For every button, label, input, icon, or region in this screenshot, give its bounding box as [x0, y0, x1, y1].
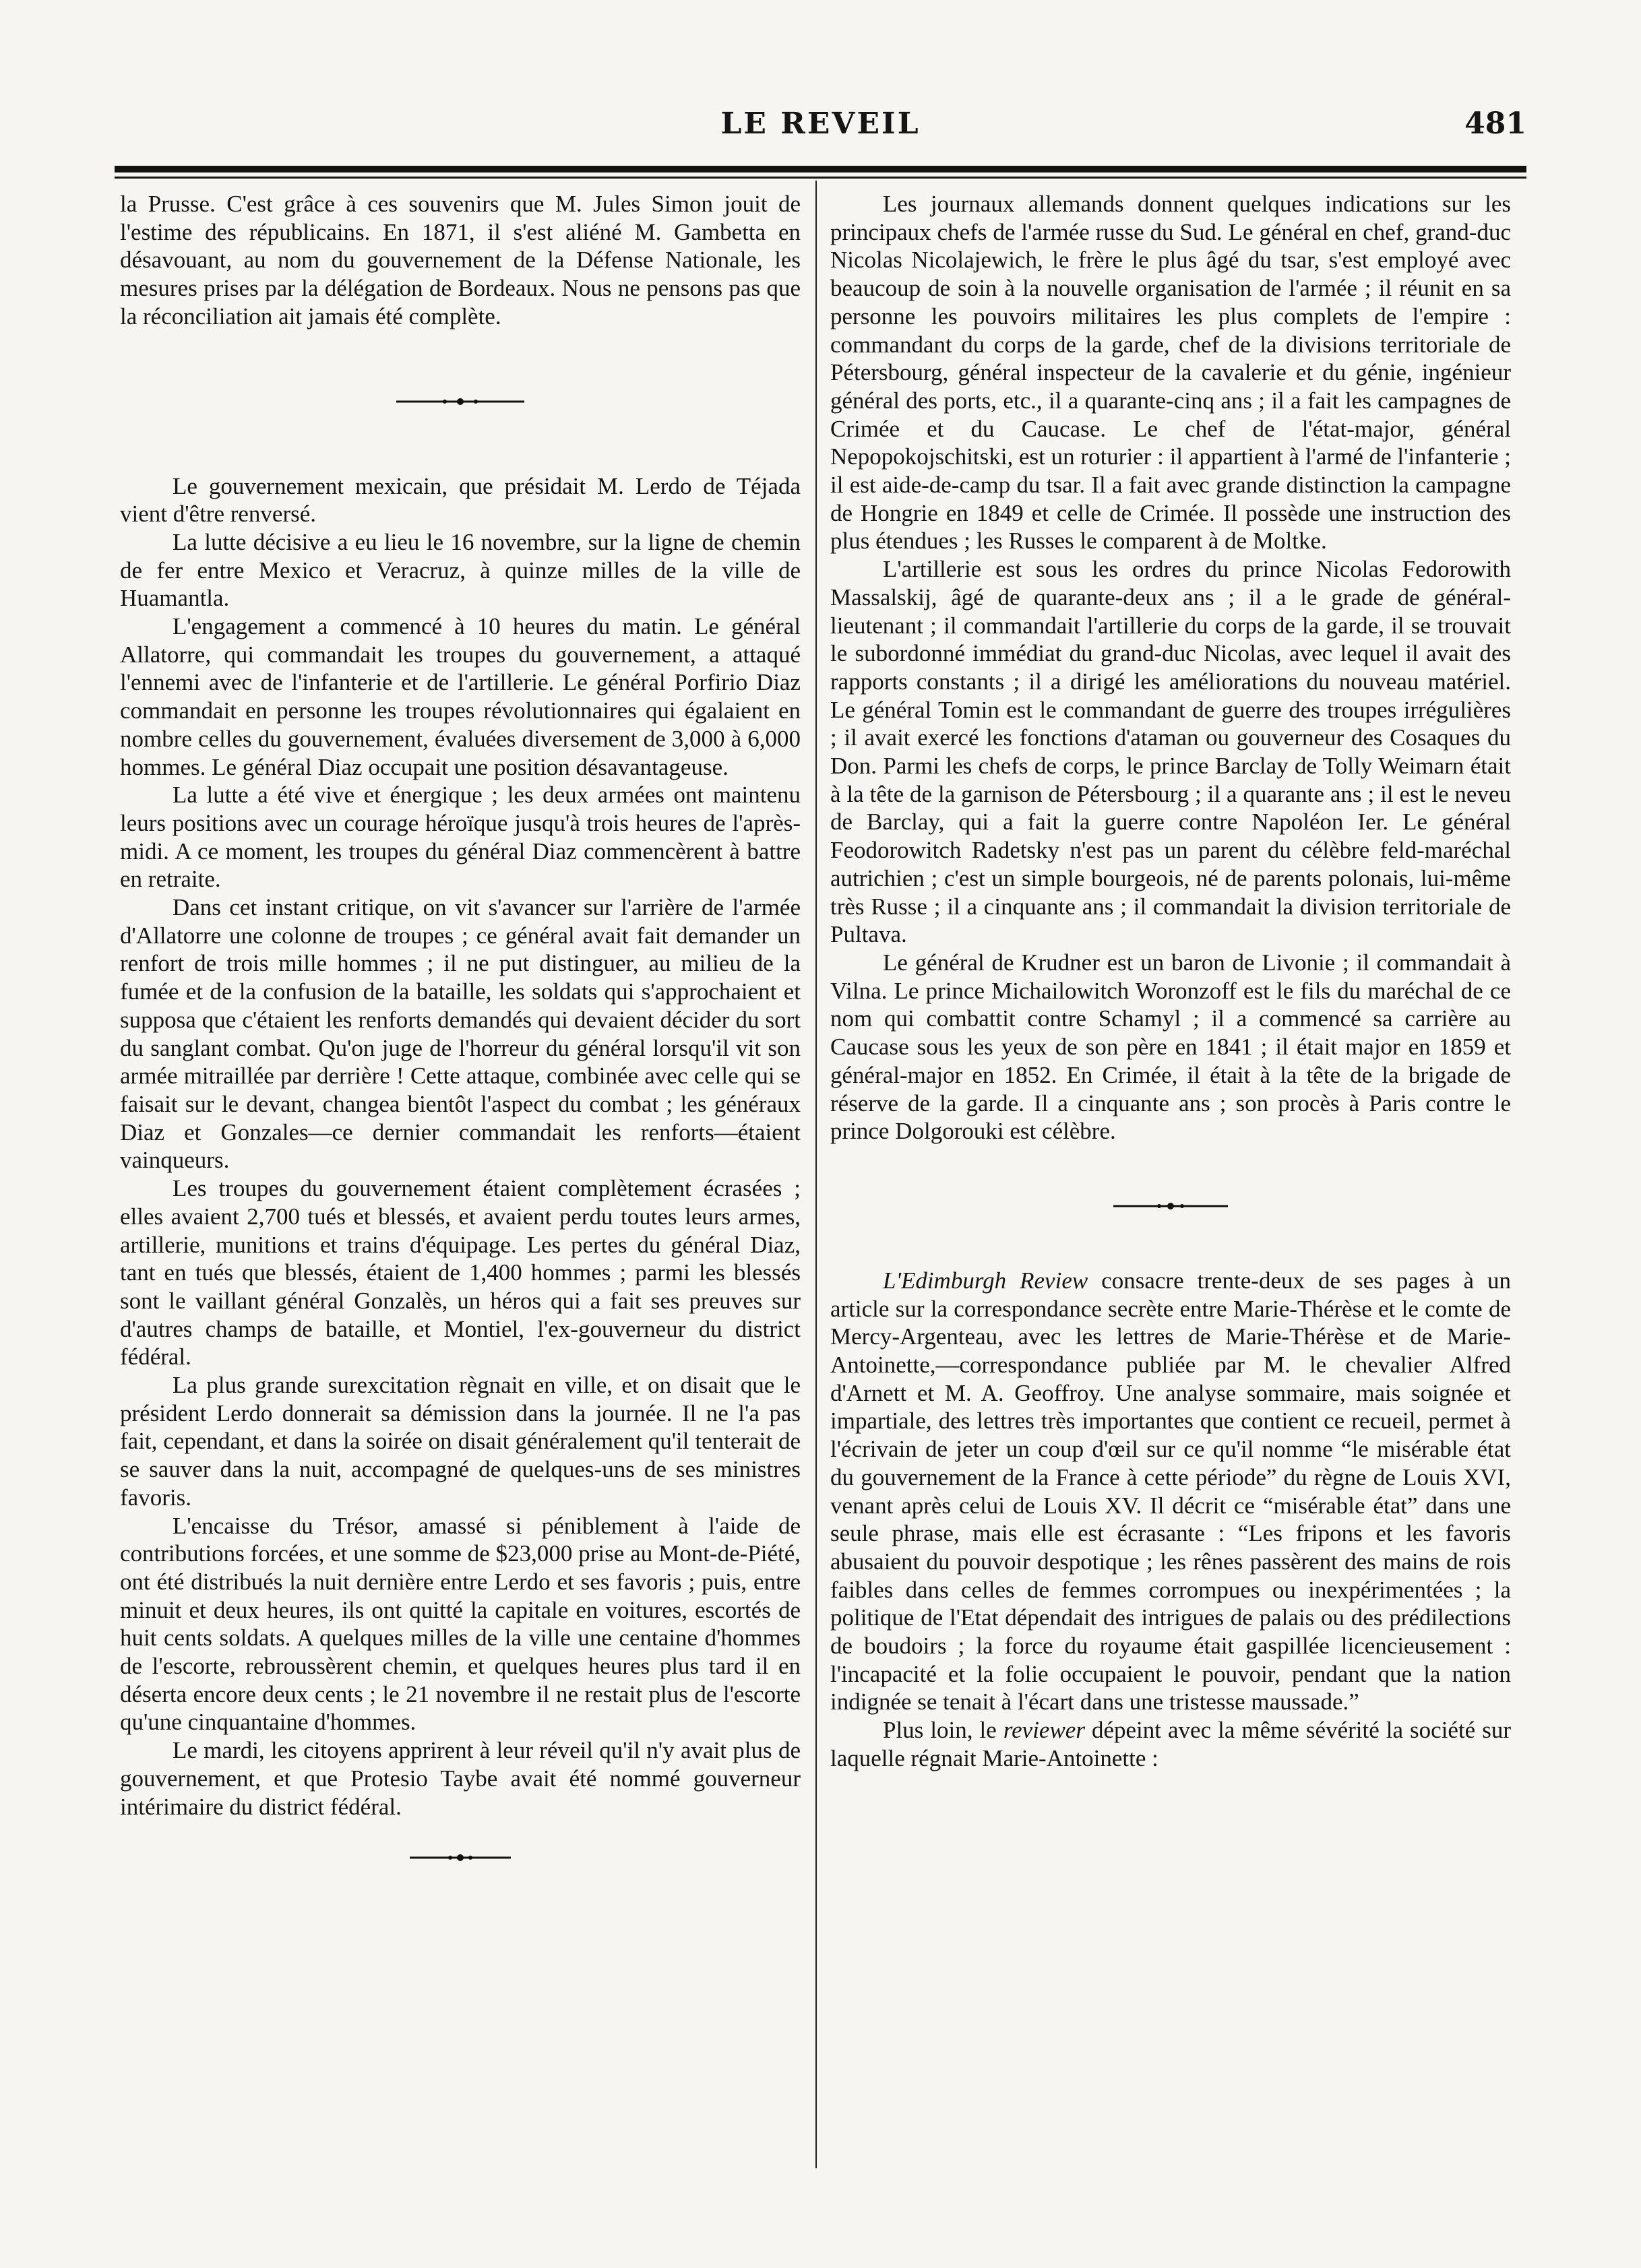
- running-title: LE REVEIL: [720, 106, 921, 141]
- section-ornament: [120, 1821, 801, 1895]
- paragraph: La lutte a été vive et énergique ; les deux armées ont maintenu leurs positions avec un courage héroïque jusqu'à trois heures de l'après-midi. A ce moment, les troupes du général Diaz commencèrent à battre en retraite.: [120, 782, 801, 893]
- header-rule-thin: [115, 177, 1526, 179]
- paragraph: Les troupes du gouvernement étaient complètement écrasées ; elles avaient 2,700 tués et blessés, et avaient perdu toutes leurs armes, artillerie, munitions et trains d'équipage. Les pertes du général Diaz, tant en tués que blessés, étaient de 1,400 hommes ; parmi les blessés sont le vaillant général Gonzalès, un héros qui a fait ses preuves sur d'autres champs de bataille, et Montiel, l'ex-gouverneur du district fédéral.: [120, 1175, 801, 1371]
- paragraph: L'engagement a commencé à 10 heures du matin. Le général Allatorre, qui commandait les troupes du gouvernement, a attaqué l'ennemi avec de l'infanterie et de l'artillerie. Le général Porfirio Diaz commandait en personne les troupes révolutionnaires qui égalaient en nombre celles du gouvernement, évaluées diversement de 3,000 à 6,000 hommes. Le général Diaz occupait une position désavantageuse.: [120, 613, 801, 780]
- paragraph: [830, 1267, 1511, 1716]
- ornament-rule-icon: [410, 1854, 511, 1862]
- publication-title: L'Edimburgh Review: [883, 1267, 1088, 1294]
- ornament-rule-icon: [1113, 1202, 1228, 1210]
- page-number: 481: [1464, 106, 1526, 141]
- paragraph: [830, 1716, 1511, 1772]
- left-column: [120, 190, 801, 1895]
- paragraph-text: Plus loin, le: [883, 1717, 1003, 1744]
- right-column: [830, 190, 1511, 1773]
- ornament-rule-icon: [396, 398, 524, 406]
- column-divider: [815, 181, 817, 2168]
- paragraph: L'artillerie est sous les ordres du prince Nicolas Fedorowith Massalskij, âgé de quarante-deux ans ; il a le grade de général-lieutenant ; il commandait l'artillerie du corps de la garde, il se trouvait le subordonné immédiat du grand-duc Nicolas, avec lequel il avait des rapports constants ; il a dirigé les améliorations du nouveau matériel. Le général Tomin est le commandant de guerre des troupes irrégulières ; il avait exercé les fonctions d'ataman ou gouverneur des Cosaques du Don. Parmi les chefs de corps, le prince Barclay de Tolly Weimarn était à la tête de la garnison de Pétersbourg ; il a quarante ans ; il est le neveu de Barclay, qui a fait la guerre contre Napoléon Ier. Le général Feodorowitch Radetsky n'est pas un parent du célèbre feld-maréchal autrichien ; c'est un simple bourgeois, né de parents polonais, lui-même très Russe ; il a cinquante ans ; il commandait la division territoriale de Pultava.: [830, 556, 1511, 948]
- header-rule: [115, 166, 1526, 172]
- paragraph: La lutte décisive a eu lieu le 16 novembre, sur la ligne de chemin de fer entre Mexico et Veracruz, à quinze milles de la ville de Huamantla.: [120, 528, 801, 612]
- paragraph-text: consacre trente-deux de ses pages à un article sur la correspondance secrète entre Marie-Thérèse et le comte de Mercy-Argenteau, avec les lettres de Marie-Thérèse et de Marie-Antoinette,—correspondance publiée par M. le chevalier Alfred d'Arnett et M. A. Geoffroy. Une analyse sommaire, mais soignée et impartiale, des lettres très importantes que contient ce recueil, permet à l'écrivain de jeter un coup d'œil sur ce qu'il nomme “le misérable état du gouvernement de la France à cette période” du règne de Louis XVI, venant après celui de Louis XV. Il décrit ce “misérable état” dans une seule phrase, mais elle est écrasante : “Les fripons et les favoris abusaient du pouvoir despotique ; les rênes passèrent des mains de rois faibles dans celles de femmes corrompues ou inexpérimentées ; la politique de l'Etat dépendait des intrigues de palais ou des prédilections de boudoirs ; la force du royaume était gaspillée licencieusement : l'incapacité et la folie occupaient le pouvoir, pendant que la nation indignée se tenait à l'écart dans une tristesse maussade.”: [830, 1267, 1511, 1715]
- section-ornament: [830, 1145, 1511, 1267]
- paragraph: la Prusse. C'est grâce à ces souvenirs que M. Jules Simon jouit de l'estime des républicains. En 1871, il s'est aliéné M. Gambetta en désavouant, au nom du gouvernement de la Défense Nationale, les mesures prises par la délégation de Bordeaux. Nous ne pensons pas que la réconciliation ait jamais été complète.: [120, 191, 801, 329]
- page-header: [115, 106, 1526, 147]
- emphasis-text: reviewer: [1003, 1717, 1085, 1744]
- paragraph: Le gouvernement mexicain, que présidait M. Lerdo de Téjada vient d'être renversé.: [120, 472, 801, 528]
- paragraph: Les journaux allemands donnent quelques indications sur les principaux chefs de l'armée russe du Sud. Le général en chef, grand-duc Nicolas Nicolajewich, le frère le plus âgé du tsar, s'est employé avec beaucoup de soin à la nouvelle organisation de l'armée ; il réunit en sa personne les pouvoirs militaires les plus complets de l'empire : commandant du corps de la garde, chef de la divisions territoriale de Pétersbourg, général inspecteur de la cavalerie et du génie, ingénieur général des ports, etc., il a quarante-cinq ans ; il a fait les campagnes de Crimée et du Caucase. Le chef de l'état-major, général Nepopokojschitski, est un roturier : il appartient à l'armé de l'infanterie ; il est aide-de-camp du tsar. Il a fait avec grande distinction la campagne de Hongrie en 1849 et celle de Crimée. Il possède une instruction des plus étendues ; les Russes le comparent à de Moltke.: [830, 191, 1511, 555]
- paragraph: Le mardi, les citoyens apprirent à leur réveil qu'il n'y avait plus de gouvernement, et que Protesio Taybe avait été nommé gouverneur intérimaire du district fédéral.: [120, 1737, 801, 1820]
- paragraph-text: dépeint avec la même sévérité la société sur laquelle régnait Marie-Antoinette :: [830, 1717, 1511, 1771]
- paragraph: L'encaisse du Trésor, amassé si péniblement à l'aide de contributions forcées, et une somme de $23,000 prise au Mont-de-Piété, ont été distribués la nuit dernière entre Lerdo et ses favoris ; puis, entre minuit et deux heures, ils ont quitté la capitale en voitures, escortés de huit cents soldats. A quelques milles de la ville une centaine d'hommes de l'escorte, rebroussèrent chemin, et quelques heures plus tard il en déserta encore deux cents ; le 21 novembre il ne restait plus de l'escorte qu'une cinquantaine d'hommes.: [120, 1512, 801, 1736]
- paragraph: La plus grande surexcitation règnait en ville, et on disait que le président Lerdo donnerait sa démission dans la journée. Il ne l'a pas fait, cependant, et dans la soirée on disait généralement qu'il tenterait de se sauver dans la nuit, accompagné de quelques-uns de ses ministres favoris.: [120, 1372, 801, 1511]
- paragraph: Le général de Krudner est un baron de Livonie ; il commandait à Vilna. Le prince Michailowitch Woronzoff est le fils du maréchal de ce nom qui combattit contre Schamyl ; il a commencé sa carrière au Caucase sous les yeux de son père en 1841 ; il était major en 1859 et général-major en 1852. En Crimée, il était à la tête de la brigade de réserve de la garde. Il a cinquante ans ; son procès à Paris contre le prince Dolgorouki est célèbre.: [830, 949, 1511, 1145]
- paragraph: Dans cet instant critique, on vit s'avancer sur l'arrière de l'armée d'Allatorre une colonne de troupes ; ce général avait fait demander un renfort de trois mille hommes ; il ne put distinguer, au milieu de la fumée et de la confusion de la bataille, les soldats qui s'approchaient et supposa que c'étaient les renforts demandés qui devaient décider du sort du sanglant combat. Qu'on juge de l'horreur du général lorsqu'il vit son armée mitraillée par derrière ! Cette attaque, combinée avec celle qui se faisait sur le devant, changea bientôt l'aspect du combat ; les généraux Diaz et Gonzales—ce dernier commandait les renforts—étaient vainqueurs.: [120, 894, 801, 1174]
- section-ornament: [120, 331, 801, 472]
